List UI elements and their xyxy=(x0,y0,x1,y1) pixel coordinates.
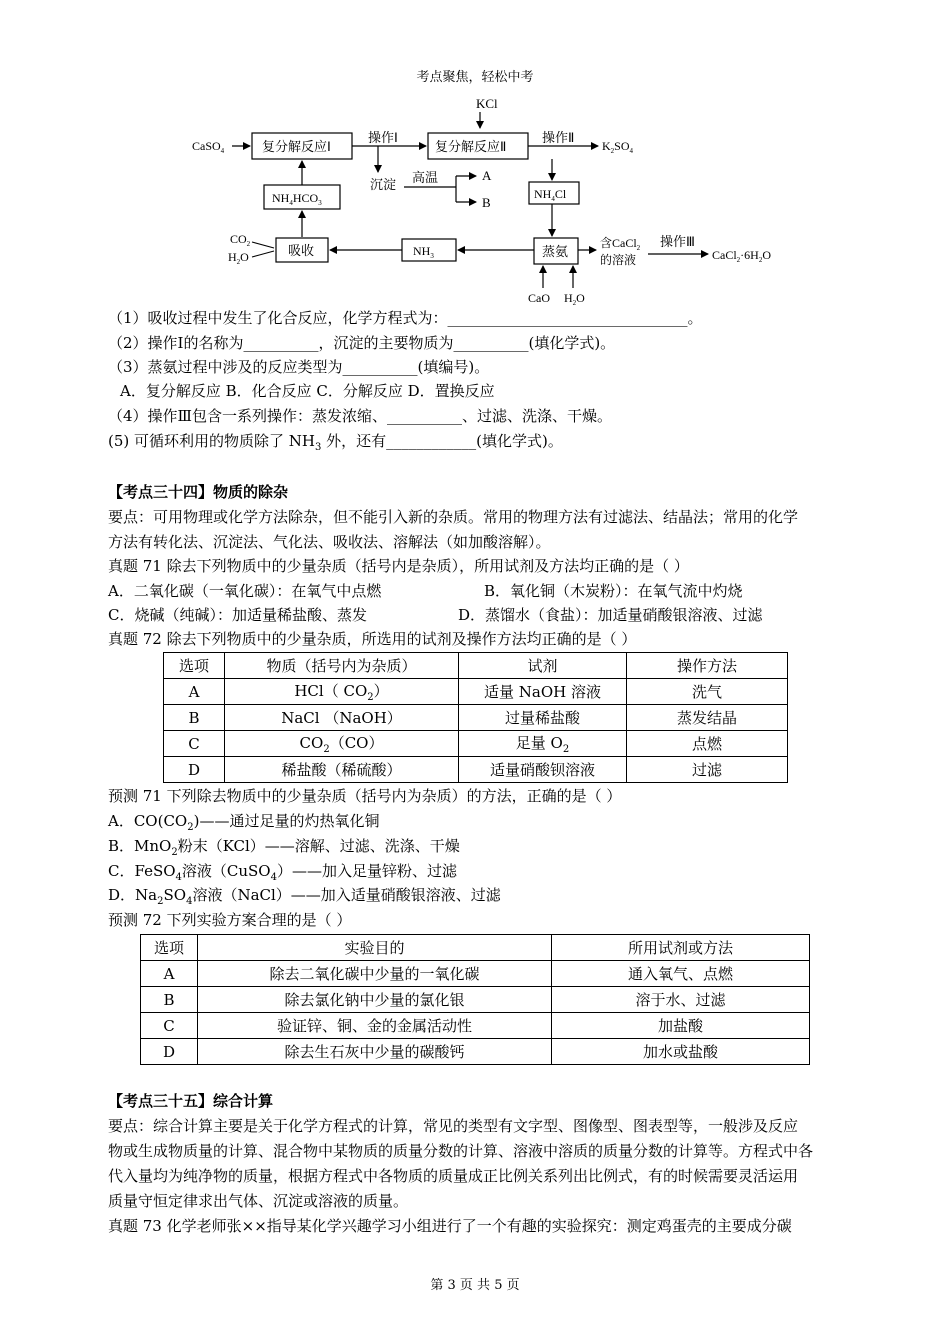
question-2: （2）操作Ⅰ的名称为__________，沉淀的主要物质为__________(填化学式)。 xyxy=(108,334,616,352)
op3-label: 操作Ⅲ xyxy=(660,234,695,249)
p71-option-b: B．MnO$_2$粉末（KCl）——溶解、过滤、洗涤、干燥 xyxy=(108,837,460,858)
p72-table xyxy=(140,934,810,1065)
question-3: （3）蒸氨过程中涉及的反应类型为__________(填编号)。 xyxy=(108,358,490,376)
cao-label: CaO xyxy=(528,291,550,305)
prediction-72: 预测 72 下列实验方案合理的是（ ） xyxy=(108,911,352,929)
page-footer: 第 3 页 共 5 页 xyxy=(430,1278,520,1293)
op2-label: 操作Ⅱ xyxy=(542,130,575,145)
question-5: (5) 可循环利用的物质除了 $NH_3$ 外，还有____________(填化学式)。 xyxy=(108,432,563,453)
precipitate-label: 沉淀 xyxy=(370,177,397,192)
table-row: A HCl（ $CO_2$） 适量 NaOH 溶液 洗气 xyxy=(164,679,788,705)
header-cell: 操作方法 xyxy=(627,653,788,679)
p71-option-a: A．$CO(CO_2)——$通过足量的灼热氧化铜 xyxy=(108,812,380,833)
desc-line: 要点：可用物理或化学方法除杂，但不能引入新的杂质。常用的物理方法有过滤法、结晶法；常用的化学 xyxy=(108,508,799,526)
desc-line: 方法有转化法、沉淀法、气化法、吸收法、溶解法（如加酸溶解）。 xyxy=(108,533,551,551)
q71-option-d: D．蒸馏水（食盐）：加适量硝酸银溶液、过滤 xyxy=(458,606,763,624)
table-header-row xyxy=(164,653,788,679)
q71-option-a: A．二氧化碳（一氧化碳）：在氧气中点燃 xyxy=(108,582,382,600)
desc-line: 代入量均为纯净物的质量，根据方程式中各物质的质量成正比例关系列出比例式，有的时候需要灵活运用 xyxy=(108,1167,799,1185)
p71-option-c: C．FeSO$_4$溶液（CuSO$_4$）——加入足量锌粉、过滤 xyxy=(108,862,457,883)
box1-label: 复分解反应Ⅰ xyxy=(262,139,331,154)
question-73: 真题 73 化学老师张××指导某化学兴趣学习小组进行了一个有趣的实验探究：测定鸡蛋壳的主要成分碳 xyxy=(108,1217,792,1235)
table-row: B 除去氯化钠中少量的氯化银 溶于水、过滤 xyxy=(141,987,810,1013)
desc-line: 质量守恒定律求出气体、沉淀或溶液的质量。 xyxy=(108,1192,409,1210)
process-flow-diagram xyxy=(0,0,950,310)
distillation-label: 蒸氨 xyxy=(542,244,569,259)
high-temp-label: 高温 xyxy=(412,170,439,185)
p71-option-d: D．$Na_2SO_4$溶液（NaCl）——加入适量硝酸银溶液、过滤 xyxy=(108,886,501,907)
table-row: A 除去二氧化碳中少量的一氧化碳 通入氧气、点燃 xyxy=(141,961,810,987)
svg-text:CO2: $CO_2$ xyxy=(230,232,251,248)
header-cell: 选项 xyxy=(164,653,225,679)
question-1: （1）吸收过程中发生了化合反应，化学方程式为：________________________________。 xyxy=(108,309,703,327)
page-header: 考点聚焦，轻松中考 xyxy=(416,70,534,85)
svg-text:CaCl2·6H2O: $CaCl_2\cdot 6H_2O$ xyxy=(712,248,772,264)
header-cell: 物质（括号内为杂质） xyxy=(225,653,459,679)
absorption-label: 吸收 xyxy=(288,243,315,258)
k2so4-label: $K_2SO_4$ xyxy=(602,139,634,155)
desc-line: 要点：综合计算主要是关于化学方程式的计算，常见的类型有文字型、图像型、图表型等，一般涉及反应 xyxy=(108,1117,799,1135)
caso4-label: CaSO$_4$ xyxy=(192,139,225,155)
question-72: 真题 72 除去下列物质中的少量杂质，所选用的试剂及操作方法均正确的是（ ） xyxy=(108,630,637,648)
header-cell: 试剂 xyxy=(459,653,627,679)
solution-label: 的溶液 xyxy=(600,253,637,267)
desc-line: 物或生成物质量的计算、混合物中某物质的质量分数的计算、溶液中溶质的质量分数的计算等。方程式中各 xyxy=(108,1142,814,1160)
box2-label: 复分解反应Ⅱ xyxy=(435,139,507,154)
table-header-row: 选项 实验目的 所用试剂或方法 xyxy=(141,935,810,961)
question-4: （4）操作Ⅲ包含一系列操作：蒸发浓缩、__________、过滤、洗涤、干燥。 xyxy=(108,407,613,425)
svg-text:NH4Cl: $NH_4Cl$ xyxy=(534,187,567,203)
section-34-title: 【考点三十四】物质的除杂 xyxy=(108,483,289,501)
product-a-label: A xyxy=(482,168,492,183)
section-35-title: 【考点三十五】综合计算 xyxy=(108,1092,274,1110)
product-b-label: B xyxy=(482,195,491,210)
svg-text:含CaCl2: 含CaCl$_2$ xyxy=(600,236,641,252)
question-71: 真题 71 除去下列物质中的少量杂质（括号内是杂质），所用试剂及方法均正确的是（ ） xyxy=(108,557,689,575)
table-row: B NaCl （NaOH） 过量稀盐酸 蒸发结晶 xyxy=(164,705,788,731)
q72-table xyxy=(163,652,788,783)
prediction-71: 预测 71 下列除去物质中的少量杂质（括号内为杂质）的方法，正确的是（ ） xyxy=(108,787,622,805)
svg-text:NH3: $NH_3$ xyxy=(413,244,434,260)
op1-label: 操作Ⅰ xyxy=(368,130,398,145)
svg-text:H2O: $H_2O$ xyxy=(228,250,249,266)
table-row: C 验证锌、铜、金的金属活动性 加盐酸 xyxy=(141,1013,810,1039)
svg-text:NH4HCO3: $NH_4HCO_3$ xyxy=(272,191,322,207)
table-row: D 除去生石灰中少量的碳酸钙 加水或盐酸 xyxy=(141,1039,810,1065)
table-row: D 稀盐酸（稀硫酸） 适量硝酸钡溶液 过滤 xyxy=(164,757,788,783)
section-34-desc xyxy=(108,505,868,555)
question-3-options: A．复分解反应 B．化合反应 C．分解反应 D．置换反应 xyxy=(120,382,495,400)
q71-option-c: C．烧碱（纯碱）：加适量稀盐酸、蒸发 xyxy=(108,606,367,624)
kcl-label: KCl xyxy=(476,96,498,111)
svg-text:H2O: $H_2O$ xyxy=(564,291,585,307)
q71-option-b: B．氧化铜（木炭粉）：在氧气流中灼烧 xyxy=(484,582,743,600)
table-row: C $CO_2(CO)$ 足量 $O_2$ 点燃 xyxy=(164,731,788,757)
section-35-desc xyxy=(108,1114,868,1214)
